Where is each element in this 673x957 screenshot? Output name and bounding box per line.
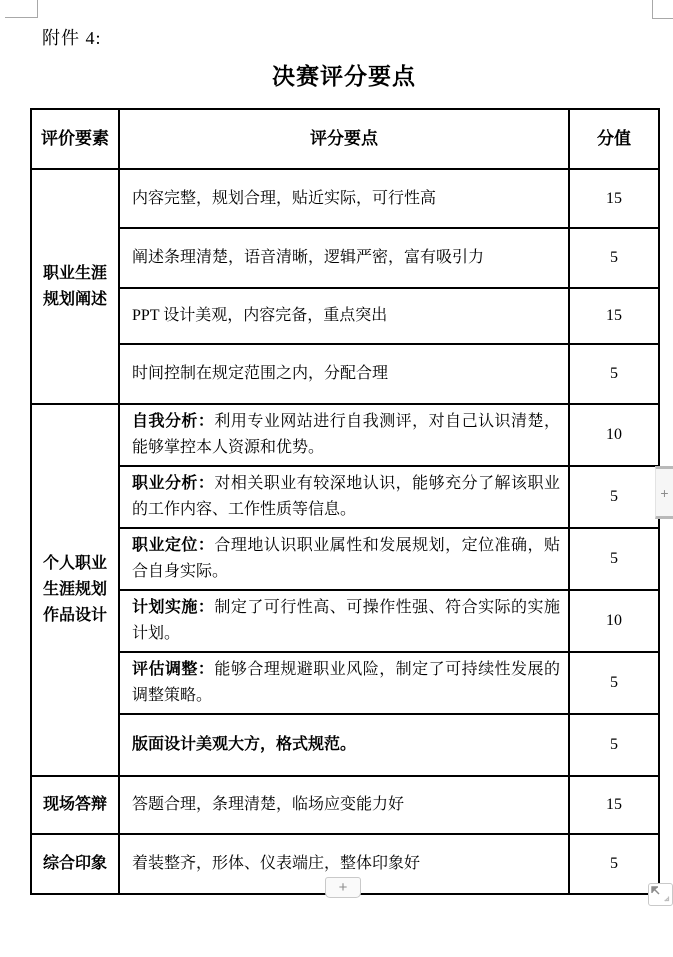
table-row — [31, 776, 659, 834]
score-cell[interactable]: 15 — [569, 288, 659, 344]
table-row — [31, 228, 659, 288]
table-resize-icon — [649, 892, 672, 909]
score-cell[interactable]: 5 — [569, 714, 659, 776]
criteria-cell[interactable]: PPT 设计美观，内容完备，重点突出 — [119, 288, 569, 344]
table-row — [31, 590, 659, 652]
score-cell[interactable]: 15 — [569, 169, 659, 228]
score-cell[interactable]: 5 — [569, 466, 659, 528]
category-cell[interactable]: 综合印象 — [31, 834, 119, 894]
page-margin-mark-top-left — [5, 17, 38, 18]
criteria-cell[interactable]: 自我分析：利用专业网站进行自我测评，对自己认识清楚，能够掌控本人资源和优势。 — [119, 404, 569, 466]
category-cell[interactable]: 个人职业生涯规划作品设计 — [31, 404, 119, 776]
table-row — [31, 714, 659, 776]
table-resize-handle[interactable] — [648, 883, 673, 906]
table-row — [31, 344, 659, 404]
header-cell-score[interactable]: 分值 — [569, 109, 659, 169]
insert-column-button[interactable] — [655, 466, 673, 519]
page-title[interactable]: 决赛评分要点 — [272, 63, 416, 89]
table-row — [31, 169, 659, 228]
score-cell[interactable]: 5 — [569, 344, 659, 404]
header-cell-criteria[interactable]: 评价要素 — [31, 109, 119, 169]
score-cell[interactable]: 5 — [569, 652, 659, 714]
criteria-cell[interactable]: 着装整齐，形体、仪表端庄，整体印象好 — [119, 834, 569, 894]
score-cell[interactable]: 10 — [569, 590, 659, 652]
table-row — [31, 652, 659, 714]
table-header-row — [31, 109, 659, 169]
score-cell[interactable]: 10 — [569, 404, 659, 466]
criteria-cell[interactable]: 评估调整：能够合理规避职业风险，制定了可持续性发展的调整策略。 — [119, 652, 569, 714]
table-row — [31, 404, 659, 466]
criteria-cell[interactable]: 阐述条理清楚，语音清晰，逻辑严密，富有吸引力 — [119, 228, 569, 288]
criteria-cell[interactable]: 职业分析：对相关职业有较深地认识，能够充分了解该职业的工作内容、工作性质等信息。 — [119, 466, 569, 528]
criteria-cell[interactable]: 内容完整，规划合理，贴近实际，可行性高 — [119, 169, 569, 228]
category-cell[interactable]: 现场答辩 — [31, 776, 119, 834]
criteria-cell[interactable]: 职业定位：合理地认识职业属性和发展规划，定位准确，贴合自身实际。 — [119, 528, 569, 590]
scoring-table — [30, 108, 660, 895]
score-cell[interactable]: 5 — [569, 228, 659, 288]
score-cell[interactable]: 5 — [569, 834, 659, 894]
table-row — [31, 466, 659, 528]
insert-row-button[interactable] — [325, 877, 361, 898]
category-cell[interactable]: 职业生涯规划阐述 — [31, 169, 119, 404]
page-margin-mark-top-right — [652, 18, 673, 19]
table-row — [31, 288, 659, 344]
plus-icon: + — [338, 879, 348, 896]
criteria-cell[interactable]: 时间控制在规定范围之内，分配合理 — [119, 344, 569, 404]
criteria-cell[interactable]: 计划实施：制定了可行性高、可操作性强、符合实际的实施计划。 — [119, 590, 569, 652]
criteria-cell[interactable]: 答题合理，条理清楚，临场应变能力好 — [119, 776, 569, 834]
score-cell[interactable]: 15 — [569, 776, 659, 834]
header-cell-points[interactable]: 评分要点 — [119, 109, 569, 169]
page-margin-mark-top-right — [652, 0, 653, 18]
score-cell[interactable]: 5 — [569, 528, 659, 590]
table-row — [31, 528, 659, 590]
attachment-label[interactable]: 附件 4: — [42, 28, 102, 48]
criteria-cell[interactable]: 版面设计美观大方，格式规范。 — [119, 714, 569, 776]
page-margin-mark-top-left — [37, 0, 38, 17]
plus-icon: + — [660, 484, 669, 501]
